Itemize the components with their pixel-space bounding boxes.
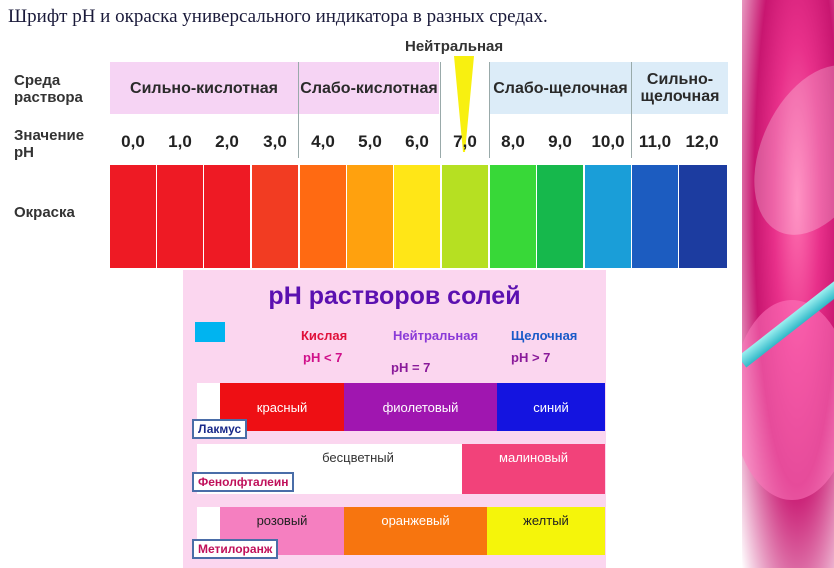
ph-value: 1,0: [168, 132, 192, 151]
header-neutral: Нейтральная: [393, 328, 479, 343]
cond-acidic: pH < 7: [303, 350, 343, 365]
ph-value: 5,0: [358, 132, 382, 151]
color-swatch: [204, 165, 250, 268]
panel-title: pH растворов солей: [268, 282, 521, 310]
cond-neutral: pH = 7: [391, 360, 431, 375]
methylorange-base-cell: желтый: [487, 507, 605, 555]
color-swatch: [394, 165, 440, 268]
legend-swatch: [195, 322, 225, 342]
litmus-neutral-cell: фиолетовый: [344, 383, 497, 431]
cond-basic: pH > 7: [511, 350, 551, 365]
litmus-base-cell: синий: [497, 383, 605, 431]
color-swatch: [157, 165, 203, 268]
color-swatch: [442, 165, 488, 268]
color-swatch: [490, 165, 536, 268]
salts-ph-panel: [183, 270, 606, 568]
ph-value: 8,0: [501, 132, 525, 151]
row-label-color: Окраска: [14, 204, 75, 221]
medium-weak-acid: Слабо-кислотная: [299, 62, 439, 114]
color-swatch: [300, 165, 346, 268]
ph-value: 7,0: [453, 132, 477, 151]
ph-value: 2,0: [215, 132, 239, 151]
phenolphthalein-base-cell: малиновый: [462, 444, 605, 494]
methylorange-neutral-cell: оранжевый: [344, 507, 487, 555]
litmus-acid-cell: красный: [220, 383, 344, 431]
color-swatch: [537, 165, 583, 268]
ph-value: 9,0: [548, 132, 572, 151]
divider: [440, 62, 441, 158]
color-swatch: [252, 165, 298, 268]
row-label-ph: Значение рН: [14, 127, 85, 161]
ph-value: 0,0: [121, 132, 145, 151]
color-swatch: [585, 165, 631, 268]
indicator-label-phenolphthalein: Фенолфталеин: [192, 472, 294, 492]
ph-value: 3,0: [263, 132, 287, 151]
ph-value: 11,0: [638, 132, 672, 151]
ph-value: 10,0: [591, 132, 625, 151]
medium-strong-base: Сильно-щелочная: [632, 62, 728, 114]
header-acidic: Кислая: [301, 328, 348, 343]
row-label-medium: Среда раствора: [14, 72, 83, 106]
divider: [631, 62, 632, 158]
color-swatch: [632, 165, 678, 268]
color-swatch: [347, 165, 393, 268]
phenolphthalein-neutral-cell: бесцветный: [322, 449, 394, 465]
slide-title: Шрифт рН и окраска универсального индикатора в разных средах.: [8, 6, 548, 27]
header-basic: Щелочная: [511, 328, 578, 343]
color-swatch: [679, 165, 727, 268]
decorative-flower-image: [742, 0, 834, 568]
methylorange-acid-cell: розовый: [220, 507, 344, 555]
medium-weak-base: Слабо-щелочная: [490, 62, 631, 114]
divider: [489, 62, 490, 158]
neutral-label: Нейтральная: [405, 38, 504, 55]
indicator-label-methylorange: Метилоранж: [192, 539, 278, 559]
ph-value: 4,0: [311, 132, 335, 151]
divider: [298, 62, 299, 158]
ph-value: 6,0: [405, 132, 429, 151]
ph-value: 12,0: [685, 132, 719, 151]
medium-strong-acid: Сильно-кислотная: [110, 62, 298, 114]
indicator-label-litmus: Лакмус: [192, 419, 247, 439]
color-swatch: [110, 165, 156, 268]
